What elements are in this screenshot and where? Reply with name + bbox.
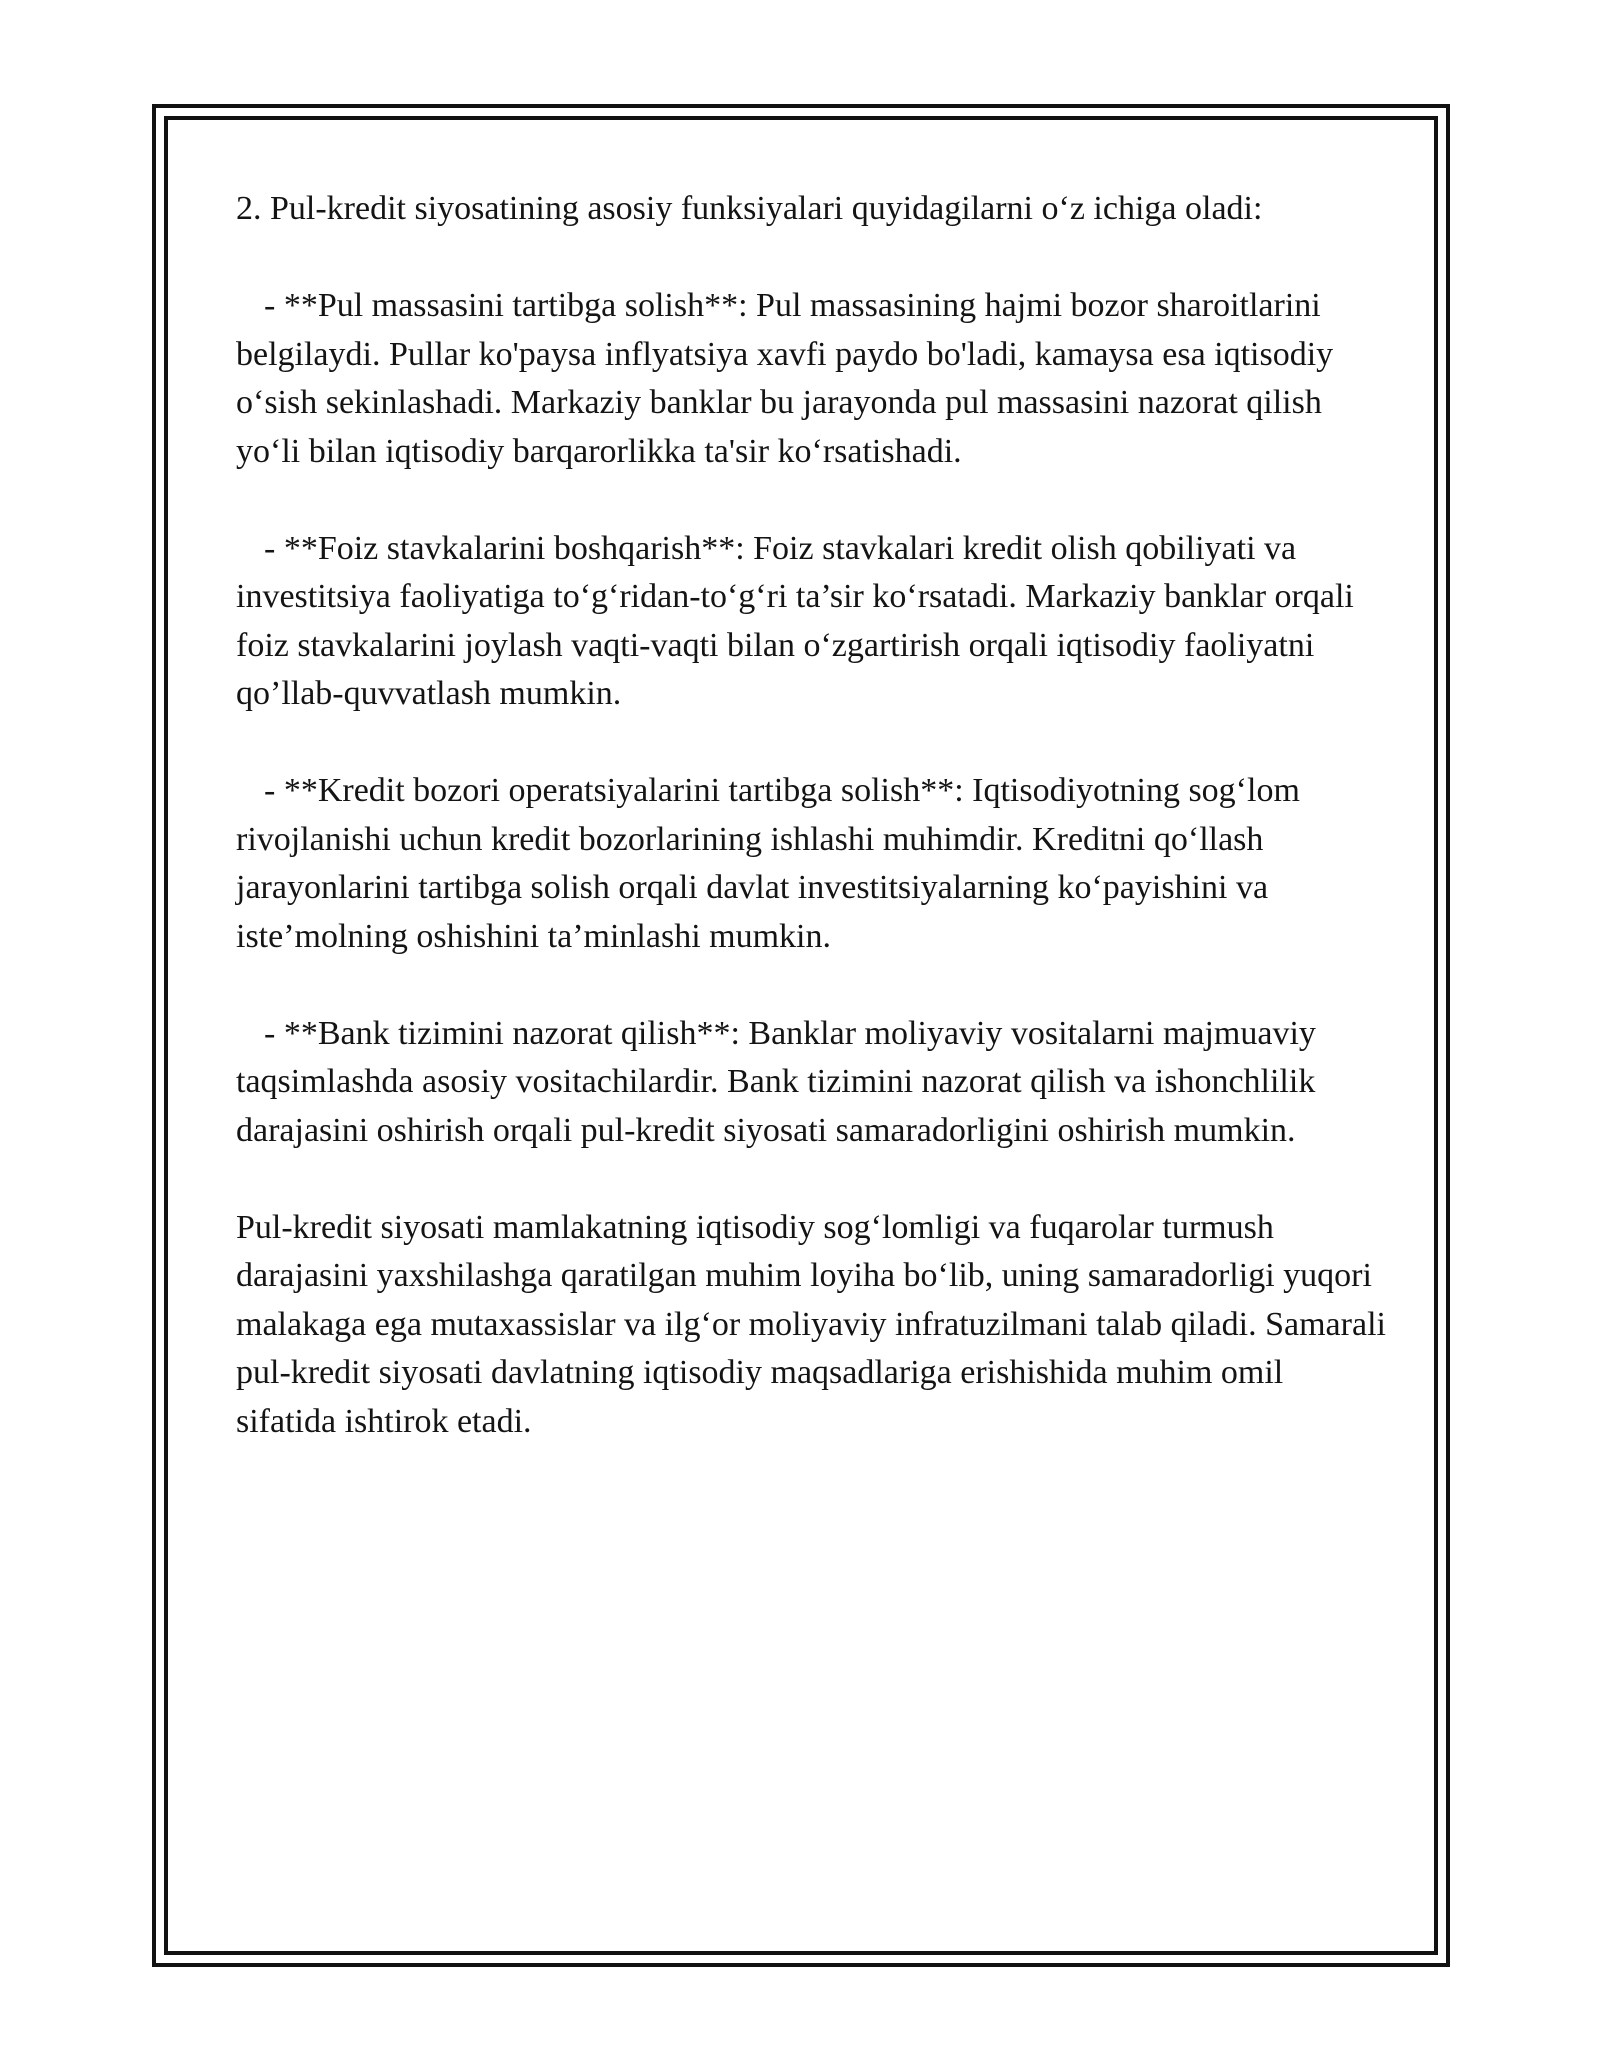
document-body: [236, 185, 1395, 1495]
heading-paragraph: 2. Pul-kredit siyosatining asosiy funksiyalari quyidagilarni o‘z ichiga oladi:: [236, 190, 1263, 227]
conclusion-paragraph: Pul-kredit siyosati mamlakatning iqtisodiy sog‘lomligi va fuqarolar turmush darajasini yaxshilashga qaratilgan muhim loyiha bo‘lib, uning samaradorligi yuqori malakaga ega mutaxassislar va ilg‘or moliyaviy infratuzilmani talab qiladi. Samarali pul-kredit siyosati davlatning iqtisodiy maqsadlariga erishishida muhim omil sifatida ishtirok etadi.: [236, 1208, 1395, 1440]
bullet-pul-massasi: - **Pul massasini tartibga solish**: Pul massasining hajmi bozor sharoitlarini belgilaydi. Pullar ko'paysa inflyatsiya xavfi paydo bo'ladi, kamaysa esa iqtisodiy o‘sish sekinlashadi. Markaziy banklar bu jarayonda pul massasini nazorat qilish yo‘li bilan iqtisodiy barqarorlikka ta'sir ko‘rsatishadi.: [236, 287, 1342, 470]
bullet-kredit-bozori: - **Kredit bozori operatsiyalarini tartibga solish**: Iqtisodiyotning sog‘lom rivojlanishi uchun kredit bozorlarining ishlashi muhimdir. Kreditni qo‘llash jarayonlarini tartibga solish orqali davlat investitsiyalarning ko‘payishini va iste’molning oshishini ta’minlashi mumkin.: [236, 772, 1309, 955]
bullet-bank-tizimi: - **Bank tizimini nazorat qilish**: Banklar moliyaviy vositalarni majmuaviy taqsimlashda asosiy vositachilardir. Bank tizimini nazorat qilish va ishonchlilik darajasini oshirish orqali pul-kredit siyosati samaradorligini oshirish mumkin.: [236, 1014, 1325, 1149]
bullet-foiz-stavkalari: - **Foiz stavkalarini boshqarish**: Foiz stavkalari kredit olish qobiliyati va investitsiya faoliyatiga to‘g‘ridan-to‘g‘ri ta’sir ko‘rsatadi. Markaziy banklar orqali foiz stavkalarini joylash vaqti-vaqti bilan o‘zgartirish orqali iqtisodiy faoliyatni qo’llab-quvvatlash mumkin.: [236, 529, 1363, 712]
